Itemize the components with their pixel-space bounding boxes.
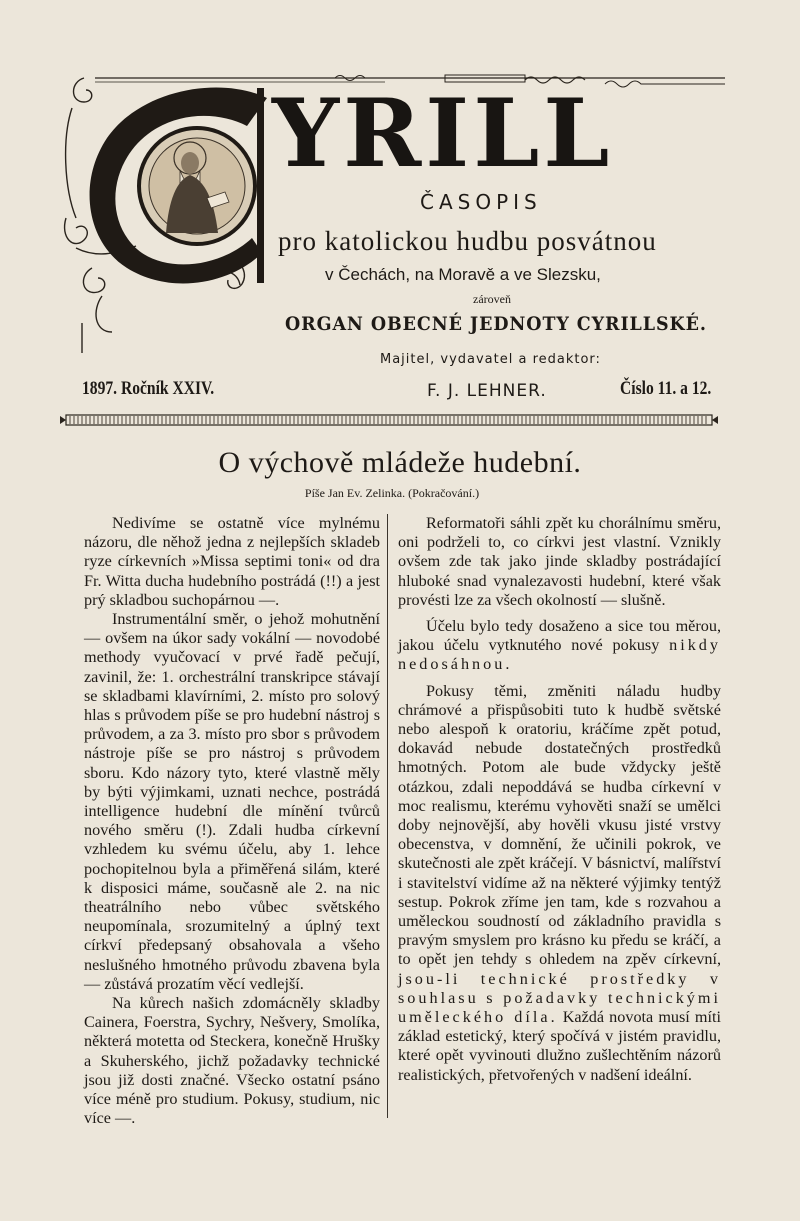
journal-conjunction: zároveň bbox=[473, 292, 511, 306]
publisher-label: Majitel, vydavatel a redaktor: bbox=[380, 352, 601, 367]
issue-number: Číslo 11. a 12. bbox=[620, 378, 712, 399]
ornamental-divider-band bbox=[58, 413, 720, 427]
journal-title: YRILL bbox=[272, 79, 614, 189]
journal-organ-line: ORGAN OBECNÉ JEDNOTY CYRILLSKÉ. bbox=[285, 313, 707, 335]
paragraph bbox=[398, 617, 721, 675]
journal-subtitle: pro katolickou hudbu posvátnou bbox=[278, 226, 657, 256]
paragraph: Instrumentální směr, o jehož mohutnění — ovšem na úkor sady vokální — novodobé methody vyučovací v prvé řadě pečují, zavinil, že: 1. orchestrální transkripce stávají se skladbami klavírními, 2. místo pro solový hlas s průvodem píše se pro hudební nástroj s průvodem, a za 3. místo pro sbor s průvodem nástroje píše se pro nástroj s průvodem sboru. Kdo názory tyto, které vlastně měly by býti výjimkami, uznati nechce, postrádá intelligence hudební dle mínění tvůrců nového směru (!). Zdali hudba církevní vzhledem ku svému účelu, aby 1. lehce pochopitelnou byla a přiměřená silám, které k disposici máme, současně ale 2. na nic theatrálního nebo vůbec světského neupomínala, srozumitelný a úplný text církví předepsaný obsahovala a všeho neslušného hmotného průvodu zbavena byla — zůstává prozatím věcí vedlejší. bbox=[84, 610, 380, 993]
paragraph-text: Účelu bylo tedy dosaženo a sice tou měrou, jakou účelu vytknutého nové pokusy bbox=[398, 617, 721, 655]
column-divider bbox=[387, 514, 388, 1118]
paragraph-text: Pokusy těmi, změniti náladu hudby chrámové a přispůsobiti tuto k hudbě světské nebo alespoň k oratoriu, kráčíme zpět potud, dokavád nebude dostatečných prostředků hmotných. Potom ale bude vždycky ještě otázkou, zdali nepoddává se hudba církevní v moc realismu, kterému vyhověti snaží se umělci doby nejnovější, aby hověli vkusu jisté vrstvy obecenstva, v domnění, že učinili pokrok, ve skutečnosti ale zpět kráčejí. V básnictví, malířství i stavitelství vidíme až na některé výjimky tentýž sestup. Pokrok zříme jen tam, kde s rozvahou a uměleckou soudností od základního pravidla s pravým smyslem pro krásno ku předu se kráčí, a to opět jen tehdy s ohledem na zpěv církevní, bbox=[398, 681, 721, 969]
journal-label: ČASOPIS bbox=[420, 190, 542, 214]
article-byline: Píše Jan Ev. Zelinka. (Pokračování.) bbox=[304, 486, 480, 500]
emphasized-text: nikdy nedosáhnou. bbox=[398, 636, 721, 674]
left-text-column bbox=[84, 514, 380, 1129]
paragraph bbox=[398, 682, 721, 1085]
editor-name: F. J. LEHNER. bbox=[427, 381, 547, 401]
journal-regions: v Čechách, na Moravě a ve Slezsku, bbox=[325, 265, 601, 284]
paragraph: Na kůrech našich zdomácněly skladby Cainera, Foerstra, Sychry, Nešvery, Smolíka, některá motetta od Steckera, konečně Hrušky a Skuherského, jichž požadavky technické jsou již dosti značné. Všecko ostatní psáno více méně pro studium. Pokusy, studium, nic více —. bbox=[84, 994, 380, 1128]
paragraph-text: Každá novota musí míti základ estetický, který spočívá v jistém pravidlu, které opět vyvinouti dlužno zušlechtěním názorů realistických, přetvořených v nadšení ideální. bbox=[398, 1008, 721, 1084]
decorated-initial-c-icon bbox=[62, 68, 272, 358]
volume-year: 1897. Ročník XXIV. bbox=[82, 378, 215, 399]
article-title: O výchově mládeže hudební. bbox=[218, 446, 582, 479]
emphasized-text: jsou-li technické prostředky v souhlasu s požadavky technickými uměleckého díla. bbox=[398, 969, 721, 1027]
paragraph: Reformatoři sáhli zpět ku chorálnímu směru, oni podrželi to, co církvi jest vlastní. Vznikly ovšem zde tak jako jinde skladby postrádající hluboké snad vynalezavosti hudební, které však provésti lze za všech okolností — slušně. bbox=[398, 514, 721, 609]
right-text-column bbox=[398, 514, 721, 1085]
paragraph: Nedivíme se ostatně více mylnému názoru, dle něhož jedna z nejlepších skladeb ryze církevních »Missa septimi toni« od dra Fr. Witta ducha hudebního postrádá (!!) a jest prý skladbou suchopárnou —. bbox=[84, 514, 380, 609]
